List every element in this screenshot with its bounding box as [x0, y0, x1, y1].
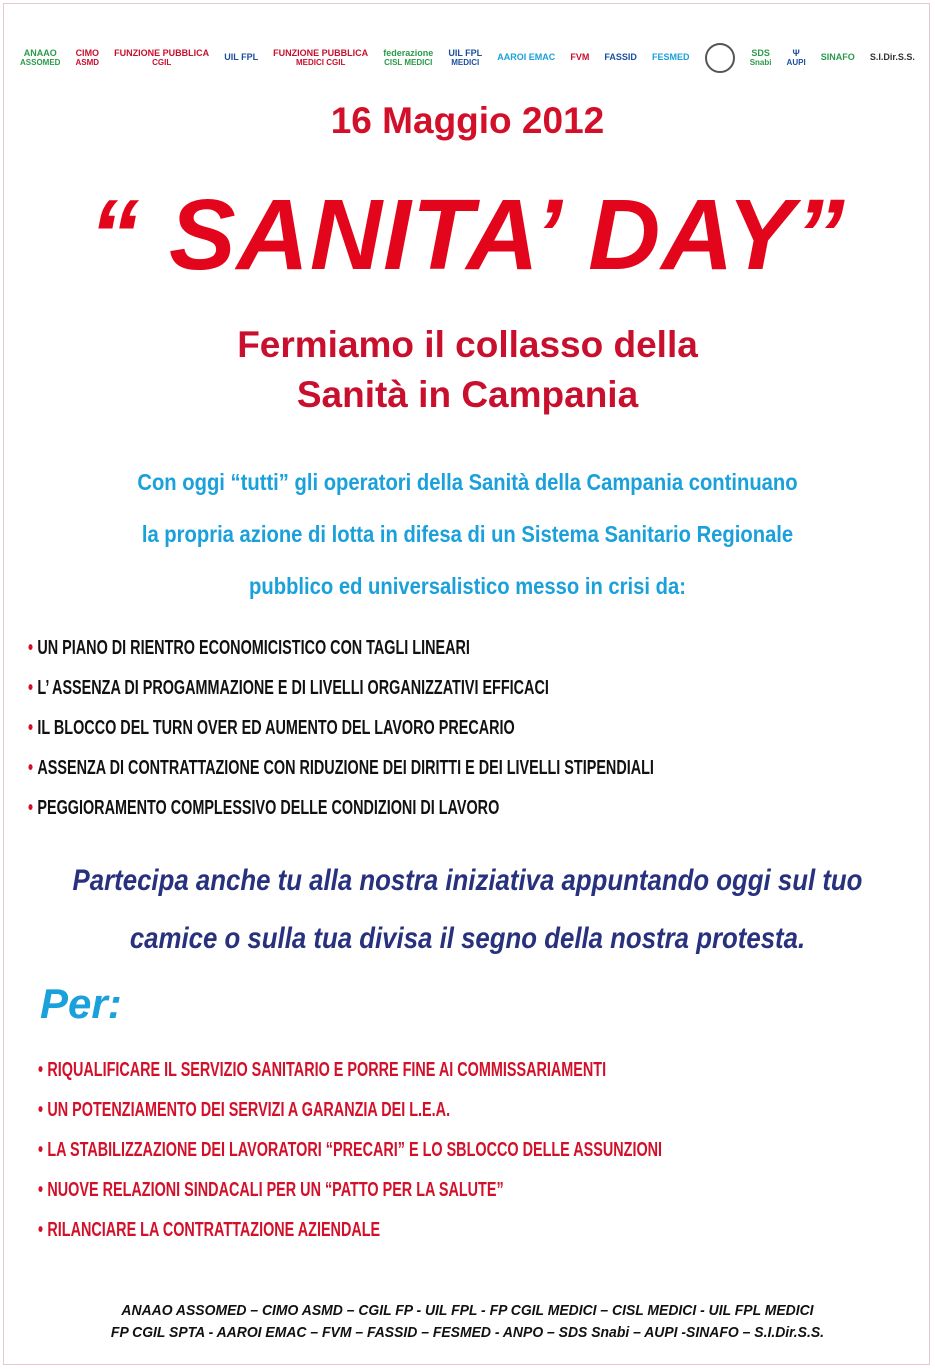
footer-line-2: FP CGIL SPTA - AAROI EMAC – FVM – FASSID – FESMED - ANPO – SDS Snabi – AUPI -SINAFO – S.I.Dir.S.S.	[110, 1324, 825, 1341]
bullet-icon: •	[38, 1179, 44, 1201]
call-line-2: camice o sulla tua divisa il segno della nostra protesta.	[129, 922, 806, 955]
goal-item: • NUOVE RELAZIONI SINDACALI PER UN “PATTO PER LA SALUTE”	[38, 1179, 504, 1201]
intro-paragraph	[91, 456, 844, 612]
logo-anpo	[705, 43, 735, 73]
bullet-icon: •	[28, 717, 34, 739]
call-to-action	[65, 852, 869, 968]
logo-cimo-asmd: CIMO ASMD	[75, 48, 100, 67]
bullet-icon: •	[38, 1099, 44, 1121]
bullet-icon: •	[38, 1219, 44, 1241]
intro-line-2: la propria azione di lotta in difesa di un Sistema Sanitario Regionale	[141, 521, 794, 547]
headline: “ SANITA’ DAY”	[89, 179, 846, 291]
goal-item: • RIQUALIFICARE IL SERVIZIO SANITARIO E PORRE FINE AI COMMISSARIAMENTI	[38, 1059, 607, 1081]
logo-fassid: FASSID	[604, 52, 637, 63]
problem-item: • L’ ASSENZA DI PROGAMMAZIONE E DI LIVELLI ORGANIZZATIVI EFFICACI	[28, 677, 549, 699]
bullet-icon: •	[28, 757, 34, 779]
bullet-icon: •	[28, 677, 34, 699]
logo-cisl-medici: federazione CISL MEDICI	[383, 48, 434, 67]
logo-sinafo: SINAFO	[820, 52, 855, 63]
logo-aaroi-emac: AAROI EMAC	[497, 52, 556, 63]
problem-item: • PEGGIORAMENTO COMPLESSIVO DELLE CONDIZIONI DI LAVORO	[28, 797, 500, 819]
logo-sds-snabi: SDS Snabi	[749, 48, 772, 67]
footer-organizations	[33, 1300, 903, 1344]
call-line-1: Partecipa anche tu alla nostra iniziativa appuntando oggi sul tuo	[72, 864, 863, 897]
per-heading: Per:	[40, 980, 122, 1027]
event-date: 16 Maggio 2012	[330, 100, 605, 141]
logo-anaao-assomed: ANAAO ASSOMED	[20, 48, 61, 67]
footer-line-1: ANAAO ASSOMED – CIMO ASMD – CGIL FP - UIL FPL - FP CGIL MEDICI – CISL MEDICI - UIL FPL MEDICI	[121, 1302, 814, 1319]
subtitle	[0, 320, 935, 420]
goals-list	[38, 1050, 905, 1250]
sponsor-logo-row	[20, 28, 915, 88]
logo-uil-fpl-medici: UIL FPL MEDICI	[448, 48, 483, 67]
bullet-icon: •	[38, 1139, 44, 1161]
logo-aupi: Ψ AUPI	[786, 48, 806, 67]
subtitle-line-1: Fermiamo il collasso della	[237, 324, 698, 365]
logo-fvm: FVM	[570, 52, 590, 63]
goal-item: • UN POTENZIAMENTO DEI SERVIZI A GARANZIA DEI L.E.A.	[38, 1099, 451, 1121]
logo-fesmed: FESMED	[652, 52, 690, 63]
problem-item: • UN PIANO DI RIENTRO ECONOMICISTICO CON TAGLI LINEARI	[28, 637, 470, 659]
emblem-icon	[705, 43, 735, 73]
intro-line-1: Con oggi “tutti” gli operatori della Sanità della Campania continuano	[137, 469, 798, 495]
bullet-icon: •	[28, 637, 34, 659]
bullet-icon: •	[28, 797, 34, 819]
logo-uil-fpl: UIL FPL	[224, 52, 259, 63]
logo-fp-cgil: FUNZIONE PUBBLICA CGIL	[114, 48, 210, 67]
problem-item: • IL BLOCCO DEL TURN OVER ED AUMENTO DEL LAVORO PRECARIO	[28, 717, 515, 739]
goal-item: • LA STABILIZZAZIONE DEI LAVORATORI “PRECARI” E LO SBLOCCO DELLE ASSUNZIONI	[38, 1139, 663, 1161]
goal-item: • RILANCIARE LA CONTRATTAZIONE AZIENDALE	[38, 1219, 381, 1241]
logo-fp-cgil-medici: FUNZIONE PUBBLICA MEDICI CGIL	[273, 48, 369, 67]
problem-item: • ASSENZA DI CONTRATTAZIONE CON RIDUZIONE DEI DIRITTI E DEI LIVELLI STIPENDIALI	[28, 757, 654, 779]
logo-sidirss: S.I.Dir.S.S.	[869, 52, 915, 63]
bullet-icon: •	[38, 1059, 44, 1081]
problems-list	[28, 628, 897, 828]
intro-line-3: pubblico ed universalistico messo in crisi da:	[249, 573, 686, 599]
subtitle-line-2: Sanità in Campania	[296, 374, 639, 415]
